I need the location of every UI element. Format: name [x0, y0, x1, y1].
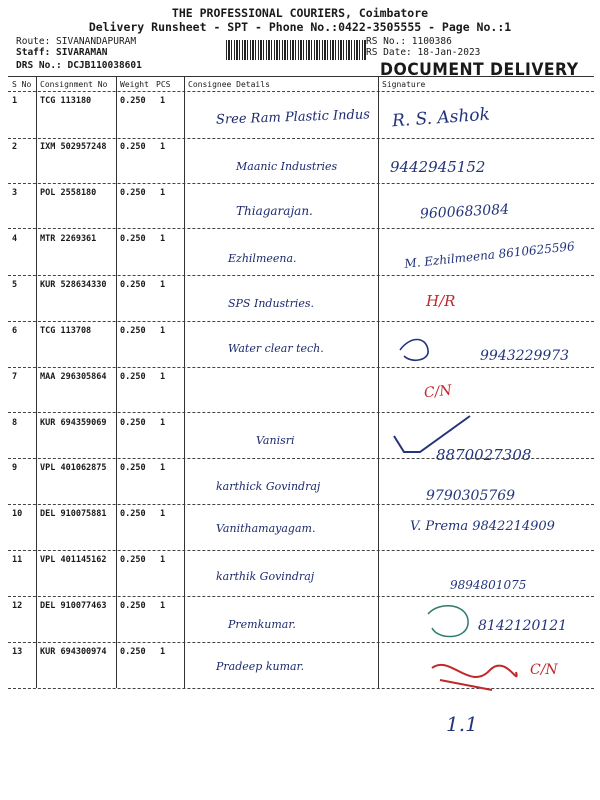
col-consignment: Consignment No: [40, 80, 108, 89]
row-sno: 1: [12, 96, 18, 106]
table-top-border: [8, 76, 594, 77]
row-signature: 9442945152: [390, 158, 486, 176]
row-consignment: MTR 2269361: [40, 234, 97, 244]
rs-number: RS No.: 1100386: [366, 36, 452, 47]
row-consignee: karthick Govindraj: [216, 480, 321, 493]
row-weight: 0.250: [120, 555, 146, 565]
row-sno: 4: [12, 234, 18, 244]
row-divider: [8, 596, 594, 597]
blue-scribble: [400, 340, 428, 361]
row-weight: 0.250: [120, 188, 146, 198]
row-consignment: IXM 502957248: [40, 142, 107, 152]
row-signature: 8142120121: [478, 618, 568, 634]
row-consignment: TCG 113180: [40, 96, 92, 106]
row-consignee: Premkumar.: [228, 618, 296, 631]
row-consignment: POL 2558180: [40, 188, 97, 198]
row-sno: 2: [12, 142, 18, 152]
row-signature: C/N: [530, 662, 558, 678]
col-weight: Weight: [120, 80, 149, 89]
row-divider: [8, 138, 594, 139]
row-weight: 0.250: [120, 463, 146, 473]
red-signature-scribble: [432, 665, 517, 677]
rs-date: RS Date: 18-Jan-2023: [366, 47, 481, 58]
row-divider: [8, 412, 594, 413]
row-consignment: MAA 296305864: [40, 372, 107, 382]
header-divider: [8, 91, 594, 92]
row-pcs: 1: [160, 326, 166, 336]
company-title: THE PROFESSIONAL COURIERS, Coimbatore: [171, 6, 429, 20]
row-signature: M. Ezhilmeena 8610625596: [403, 239, 576, 271]
document-delivery-stamp: DOCUMENT DELIVERY: [380, 60, 579, 80]
col-signature: Signature: [382, 80, 426, 89]
row-consignee: SPS Industries.: [228, 297, 315, 310]
barcode: [226, 40, 366, 60]
row-signature: 9790305769: [426, 488, 516, 504]
row-sno: 13: [12, 647, 23, 657]
row-pcs: 1: [160, 372, 166, 382]
row-pcs: 1: [160, 509, 166, 519]
col-sno: S No: [12, 80, 32, 89]
row-pcs: 1: [160, 418, 166, 428]
row-sno: 11: [12, 555, 23, 565]
row-weight: 0.250: [120, 142, 146, 152]
row-divider: [8, 275, 594, 276]
row-sno: 9: [12, 463, 18, 473]
row-signature: 9894801075: [450, 578, 527, 592]
row-consignment: DEL 910075881: [40, 509, 107, 519]
row-pcs: 1: [160, 142, 166, 152]
row-pcs: 1: [160, 234, 166, 244]
route-label: Route: SIVANANDAPURAM: [16, 36, 137, 47]
row-weight: 0.250: [120, 601, 146, 611]
row-consignee: Thiagarajan.: [236, 204, 313, 218]
row-sno: 7: [12, 372, 18, 382]
row-pcs: 1: [160, 96, 166, 106]
col-consignee: Consignee Details: [188, 80, 270, 89]
staff-label: Staff: SIVARAMAN: [16, 47, 108, 58]
row-weight: 0.250: [120, 326, 146, 336]
row-consignee: Water clear tech.: [228, 342, 324, 355]
row-sno: 8: [12, 418, 18, 428]
row-consignee: Vanithamayagam.: [216, 522, 316, 535]
row-consignee: Sree Ram Plastic Indus: [215, 107, 371, 128]
row-consignee: Pradeep kumar.: [216, 660, 305, 673]
row-sno: 5: [12, 280, 18, 290]
row-weight: 0.250: [120, 647, 146, 657]
row-pcs: 1: [160, 555, 166, 565]
row-weight: 0.250: [120, 509, 146, 519]
row-signature: 8870027308: [436, 446, 532, 464]
row-pcs: 1: [160, 601, 166, 611]
row-signature: 9600683084: [419, 201, 510, 223]
row-divider: [8, 504, 594, 505]
runsheet-title: Delivery Runsheet - SPT - Phone No.:0422-3505555 - Page No.:1: [88, 20, 512, 34]
row-consignee: Ezhilmeena.: [228, 252, 297, 265]
row-divider: [8, 550, 594, 551]
row-sno: 10: [12, 509, 23, 519]
row-consignee: karthik Govindraj: [216, 570, 315, 583]
row-signature: C/N: [423, 382, 453, 402]
row-weight: 0.250: [120, 280, 146, 290]
row-weight: 0.250: [120, 96, 146, 106]
drs-label: DRS No.: DCJB110038601: [16, 60, 142, 71]
row-pcs: 1: [160, 463, 166, 473]
row-signature: V. Prema 9842214909: [410, 519, 555, 534]
row-divider: [8, 183, 594, 184]
row-weight: 0.250: [120, 234, 146, 244]
row-sno: 6: [12, 326, 18, 336]
row-weight: 0.250: [120, 372, 146, 382]
row-pcs: 1: [160, 188, 166, 198]
row-signature: 9943229973: [480, 348, 570, 364]
col-pcs: PCS: [156, 80, 171, 89]
row-signature: R. S. Ashok: [391, 104, 491, 132]
row-consignment: DEL 910077463: [40, 601, 107, 611]
row-pcs: 1: [160, 647, 166, 657]
row-sno: 12: [12, 601, 23, 611]
row-divider: [8, 228, 594, 229]
row-pcs: 1: [160, 280, 166, 290]
row-consignee: Vanisri: [256, 434, 295, 447]
row-consignment: KUR 694300974: [40, 647, 107, 657]
row-divider: [8, 688, 594, 689]
row-consignment: TCG 113708: [40, 326, 92, 336]
footer-mark: 1.1: [446, 712, 478, 736]
row-consignment: VPL 401062875: [40, 463, 107, 473]
row-divider: [8, 642, 594, 643]
row-sno: 3: [12, 188, 18, 198]
row-weight: 0.250: [120, 418, 146, 428]
row-consignment: KUR 694359069: [40, 418, 107, 428]
row-divider: [8, 367, 594, 368]
scribble-signature: [428, 606, 468, 637]
row-consignee: Maanic Industries: [236, 160, 338, 173]
row-consignment: VPL 401145162: [40, 555, 107, 565]
row-consignment: KUR 528634330: [40, 280, 107, 290]
row-divider: [8, 321, 594, 322]
row-signature: H/R: [426, 292, 456, 310]
